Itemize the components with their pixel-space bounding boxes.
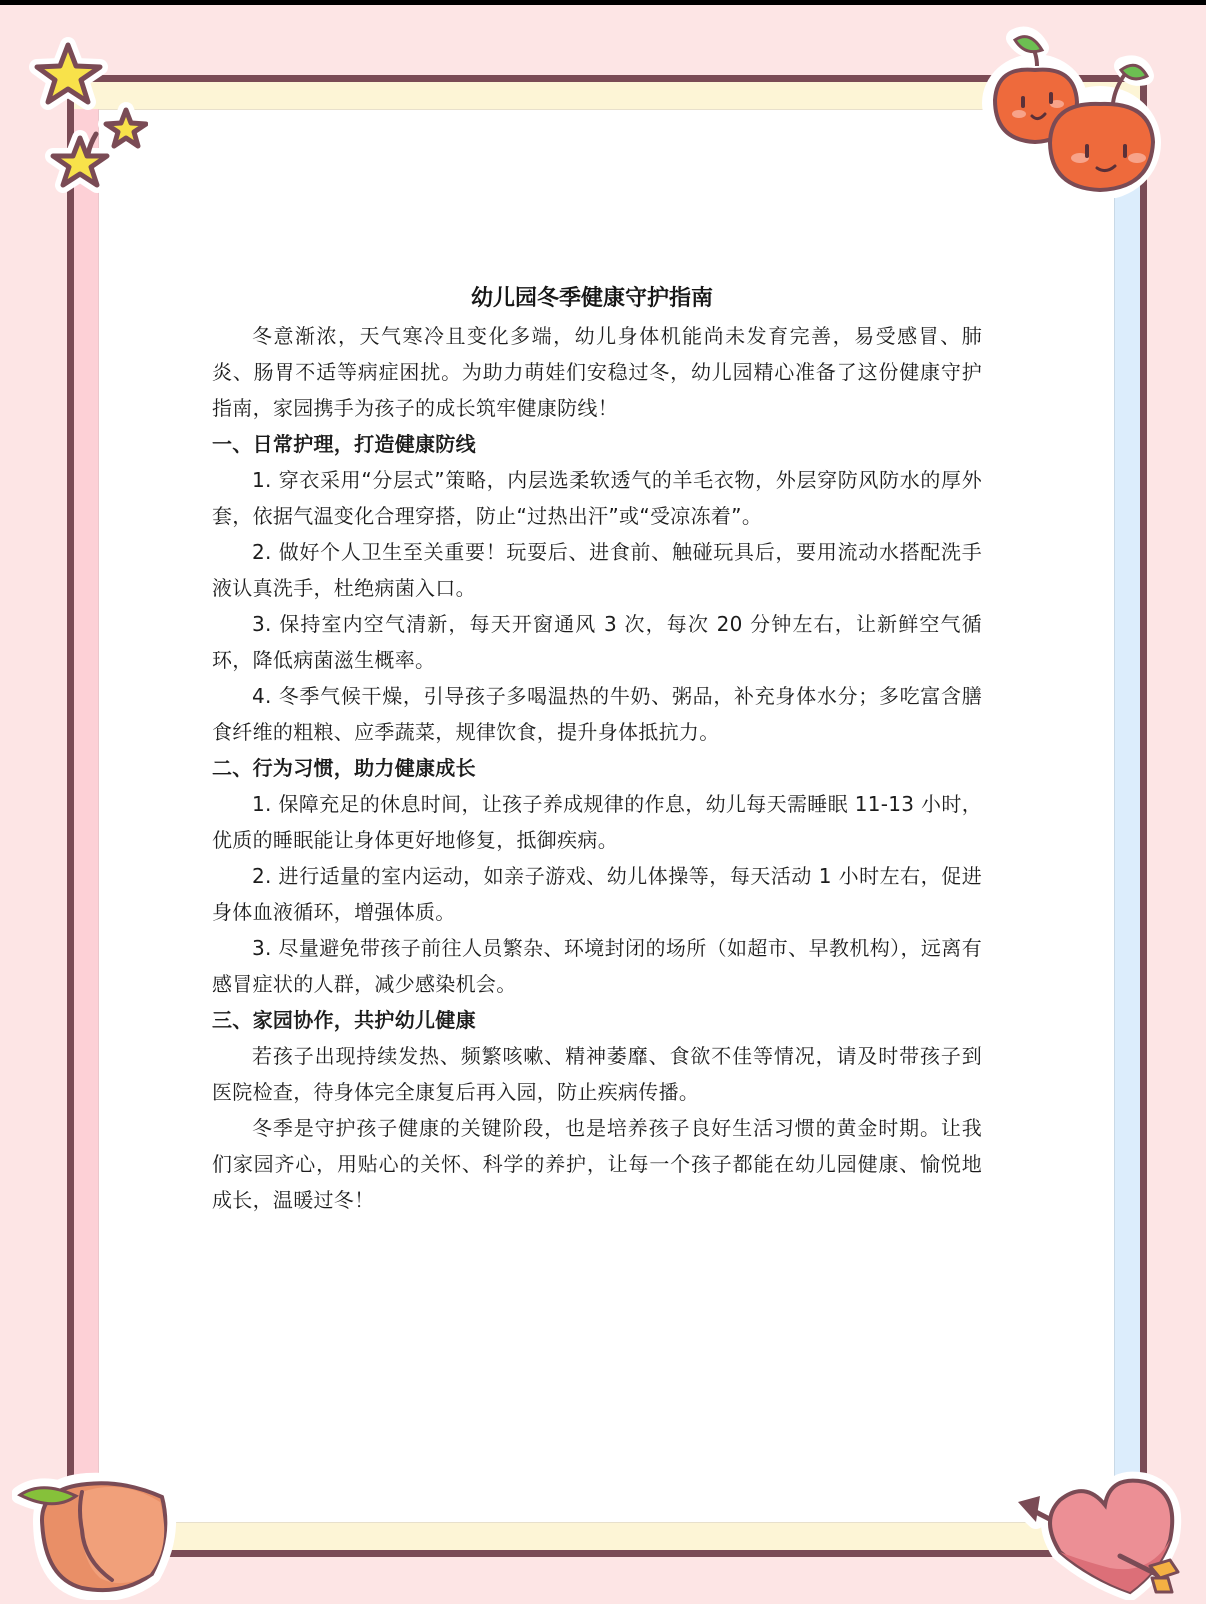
list-item: 2. 做好个人卫生至关重要！玩耍后、进食前、触碰玩具后，要用流动水搭配洗手液认真洗手，杜绝病菌入口。 [212,540,982,600]
section-heading: 一、日常护理，打造健康防线 [212,432,476,456]
section-habits [212,750,982,1002]
heart-arrow-icon [1010,1460,1200,1600]
document-title: 幼儿园冬季健康守护指南 [470,286,713,311]
list-item: 3. 保持室内空气清新，每天开窗通风 3 次，每次 20 分钟左右，让新鲜空气循环，降低病菌滋生概率。 [212,612,982,672]
top-black-bar [0,0,1206,5]
document-body [212,280,982,1218]
list-item: 2. 进行适量的室内运动，如亲子游戏、幼儿体操等，每天活动 1 小时左右，促进身体血液循环，增强体质。 [212,864,982,924]
list-item: 1. 穿衣采用“分层式”策略，内层选柔软透气的羊毛衣物，外层穿防风防水的厚外套，依据气温变化合理穿搭，防止“过热出汗”或“受凉冻着”。 [212,468,982,528]
section-heading: 三、家园协作，共护幼儿健康 [212,1008,476,1032]
stars-icon [18,32,148,202]
section-home-school [212,1002,982,1110]
section-daily-care [212,426,982,750]
frame-band-right [1114,109,1140,1522]
cherries-icon [975,18,1175,198]
list-item: 4. 冬季气候干燥，引导孩子多喝温热的牛奶、粥品，补充身体水分；多吃富含膳食纤维的粗粮、应季蔬菜，规律饮食，提升身体抵抗力。 [212,684,982,744]
frame-band-bottom [74,1522,1140,1550]
intro-paragraph: 冬意渐浓，天气寒冷且变化多端，幼儿身体机能尚未发育完善，易受感冒、肺炎、肠胃不适等病症困扰。为助力萌娃们安稳过冬，幼儿园精心准备了这份健康守护指南，家园携手为孩子的成长筑牢健康防线！ [212,324,982,420]
peach-icon [12,1450,177,1600]
frame-band-left [74,109,99,1522]
list-item: 3. 尽量避免带孩子前往人员繁杂、环境封闭的场所（如超市、早教机构），远离有感冒症状的人群，减少感染机会。 [212,936,982,996]
list-item: 若孩子出现持续发热、频繁咳嗽、精神萎靡、食欲不佳等情况，请及时带孩子到医院检查，待身体完全康复后再入园，防止疾病传播。 [212,1044,982,1104]
list-item: 1. 保障充足的休息时间，让孩子养成规律的作息，幼儿每天需睡眠 11-13 小时，优质的睡眠能让身体更好地修复，抵御疾病。 [212,792,982,852]
section-heading: 二、行为习惯，助力健康成长 [212,756,476,780]
closing-paragraph: 冬季是守护孩子健康的关键阶段，也是培养孩子良好生活习惯的黄金时期。让我们家园齐心，用贴心的关怀、科学的养护，让每一个孩子都能在幼儿园健康、愉悦地成长，温暖过冬！ [212,1116,982,1212]
